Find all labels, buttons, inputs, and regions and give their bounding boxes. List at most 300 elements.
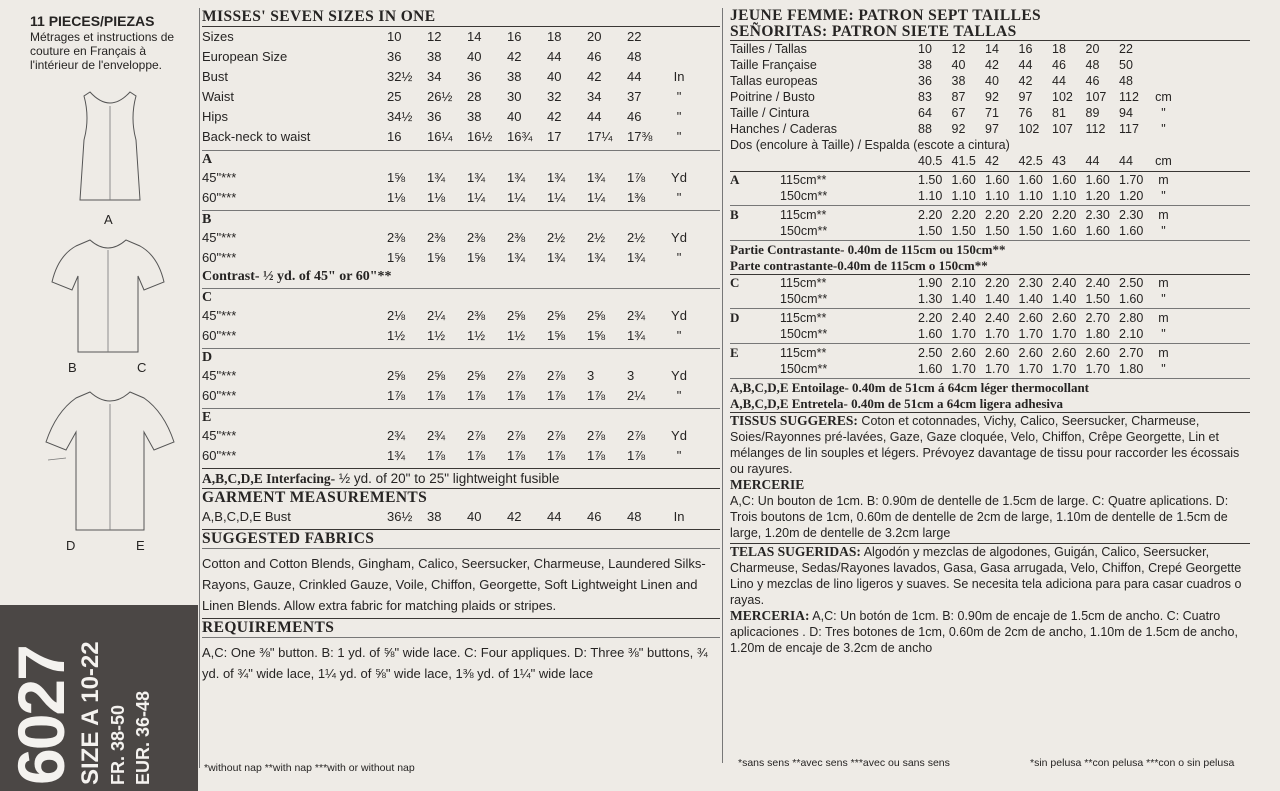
value-cell: 40	[547, 69, 562, 84]
value-cell: 38	[467, 109, 482, 124]
fabric-width: 115cm**	[780, 311, 827, 325]
value-cell: 42.5	[1018, 154, 1043, 168]
value-cell: 2⅝	[427, 368, 446, 383]
unit-cell	[1153, 41, 1175, 57]
value-cell: 30	[507, 89, 522, 104]
fr-title: JEUNE FEMME: PATRON SEPT TAILLES	[730, 7, 1042, 24]
unit-cell: Yd	[671, 230, 687, 245]
view-table	[202, 426, 691, 466]
row-label: Sizes	[202, 29, 234, 44]
value-cell: 1½	[427, 328, 446, 343]
fr-contrast: Partie Contrastante- 0.40m de 115cm ou 150cm**	[730, 242, 1006, 257]
table-row	[202, 507, 691, 527]
view-table	[202, 228, 691, 268]
value-cell: 48	[1085, 58, 1100, 72]
view-letter: B	[202, 212, 212, 227]
table-row	[202, 426, 691, 446]
unit-cell: m	[1158, 311, 1169, 325]
value-cell: 89	[1085, 106, 1100, 120]
value-cell: 2¾	[427, 428, 446, 443]
value-cell: 1.80	[1119, 362, 1144, 376]
unit-cell: "	[1161, 362, 1166, 376]
es-footnote: *sin pelusa **con pelusa ***con o sin pelusa	[1030, 757, 1235, 769]
value-cell: 44	[627, 69, 642, 84]
value-cell: 1.10	[1018, 189, 1043, 203]
value-cell: 22	[627, 29, 642, 44]
row-label: Waist	[202, 89, 235, 104]
value-cell: 36	[467, 69, 482, 84]
value-cell: 1.70	[951, 362, 976, 376]
value-cell: 1.70	[951, 327, 976, 341]
value-cell: 2.60	[1052, 346, 1077, 360]
value-cell: 42	[985, 154, 999, 168]
value-cell: 1¾	[547, 170, 566, 185]
value-cell: 42	[507, 49, 522, 64]
table-row	[202, 127, 691, 147]
value-cell: 2⅝	[547, 308, 566, 323]
value-cell: 44	[1018, 58, 1033, 72]
table-row	[730, 73, 1175, 89]
value-cell: 117	[1119, 122, 1139, 136]
value-cell: 1¾	[387, 448, 406, 463]
unit-cell	[1153, 57, 1175, 73]
value-cell: 2.60	[985, 346, 1010, 360]
view-letter: C	[730, 275, 740, 290]
value-cell: 1⅜	[627, 190, 646, 205]
value-cell: 36	[387, 49, 402, 64]
value-cell: 2⅜	[467, 308, 486, 323]
row-label: 45"***	[202, 428, 237, 443]
unit-cell: cm	[1155, 90, 1172, 104]
value-cell: 107	[1052, 122, 1073, 136]
value-cell: 2⅞	[587, 428, 606, 443]
fabric-width: 150cm**	[780, 362, 828, 376]
en-footnote: *without nap **with nap ***with or without nap	[204, 762, 415, 774]
view-a-label: A	[104, 212, 113, 227]
value-cell: 2.20	[985, 276, 1010, 290]
unit-cell: In	[673, 69, 685, 84]
value-cell: 67	[951, 106, 966, 120]
value-cell: 76	[1018, 106, 1033, 120]
view-letter	[730, 361, 780, 377]
pattern-badge	[0, 605, 198, 791]
value-cell: 12	[951, 42, 966, 56]
unit-cell: "	[676, 89, 682, 104]
value-cell: 1.70	[1052, 362, 1077, 376]
value-cell: 38	[507, 69, 522, 84]
view-table	[730, 275, 1175, 307]
value-cell: 40	[467, 49, 482, 64]
value-cell: 40	[507, 109, 522, 124]
unit-cell: "	[676, 190, 682, 205]
row-label: Poitrine / Busto	[730, 90, 815, 104]
value-cell: 14	[467, 29, 482, 44]
value-cell: 1.20	[1119, 189, 1144, 203]
value-cell: 2¾	[387, 428, 406, 443]
value-cell: 36	[427, 109, 442, 124]
unit-cell: "	[1161, 292, 1166, 306]
unit-cell: Yd	[671, 368, 687, 383]
value-cell: 25	[387, 89, 402, 104]
view-letter: A	[202, 152, 213, 167]
value-cell: 81	[1052, 106, 1066, 120]
view-e-label: E	[136, 538, 145, 553]
value-cell: 2⅜	[467, 230, 486, 245]
value-cell: 16¼	[427, 129, 453, 144]
table-row	[730, 207, 1175, 223]
fr-yardage-cde	[730, 275, 1250, 379]
row-label: 60"***	[202, 250, 237, 265]
value-cell: 1⅝	[587, 328, 606, 343]
value-cell: 46	[587, 49, 602, 64]
value-cell: 83	[918, 90, 932, 104]
pattern-number: 6027	[4, 646, 78, 785]
unit-cell: "	[676, 250, 682, 265]
value-cell: 2.20	[1052, 208, 1077, 222]
value-cell: 1.40	[1018, 292, 1043, 306]
value-cell: 40.5	[918, 154, 943, 168]
value-cell: 32½	[387, 69, 413, 84]
view-table	[730, 172, 1175, 204]
value-cell: 2.70	[1119, 346, 1144, 360]
value-cell: 38	[951, 74, 966, 88]
value-cell: 1¾	[507, 250, 526, 265]
table-row	[202, 326, 691, 346]
unit-cell	[667, 27, 691, 47]
value-cell: 1⅞	[427, 448, 446, 463]
value-cell: 2⅞	[507, 428, 526, 443]
fabric-width: 150cm**	[780, 224, 828, 238]
value-cell: 1⅞	[427, 388, 446, 403]
value-cell: 2⅝	[387, 368, 406, 383]
value-cell: 17⅜	[627, 129, 653, 144]
unit-cell: In	[673, 509, 685, 524]
view-letter: B	[730, 207, 739, 222]
value-cell: 1.10	[985, 189, 1010, 203]
value-cell: 107	[1085, 90, 1107, 104]
value-cell: 44	[587, 109, 602, 124]
value-cell: 1⅛	[387, 190, 406, 205]
value-cell: 2.30	[1018, 276, 1043, 290]
value-cell: 50	[1119, 58, 1133, 72]
contrast-note: Contrast- ½ yd. of 45" or 60"**	[202, 269, 392, 284]
unit-cell: "	[1161, 106, 1166, 120]
value-cell: 1⅝	[467, 250, 486, 265]
fr-yardage-ab	[730, 172, 1250, 241]
table-row	[202, 168, 691, 188]
value-cell: 46	[1052, 58, 1066, 72]
value-cell: 112	[1085, 122, 1106, 136]
value-cell: 1.60	[1119, 292, 1144, 306]
size-range: SIZE A 10-22	[77, 641, 104, 785]
view-c-label: C	[137, 360, 147, 375]
table-row	[202, 107, 691, 127]
value-cell: 34	[427, 69, 442, 84]
value-cell: 1¼	[587, 190, 606, 205]
view-d-label: D	[66, 538, 76, 553]
value-cell: 2.40	[1085, 276, 1110, 290]
table-row	[730, 188, 1175, 204]
value-cell: 48	[1119, 74, 1133, 88]
value-cell: 1⅝	[387, 250, 406, 265]
fabrics-title: SUGGESTED FABRICS	[202, 530, 375, 547]
unit-cell: "	[676, 388, 682, 403]
en-yardage	[202, 151, 720, 466]
dos-label: Dos (encolure à Taille) / Espalda (escote a cintura)	[730, 138, 1010, 152]
value-cell: 1.60	[985, 173, 1010, 187]
view-letter: D	[730, 310, 740, 325]
unit-cell: "	[1161, 189, 1166, 203]
row-label: Bust	[202, 69, 229, 84]
fabric-width: 115cm**	[780, 208, 827, 222]
view-table	[202, 366, 691, 406]
value-cell: 1.90	[918, 276, 943, 290]
value-cell: 2⅞	[507, 368, 526, 383]
unit-cell: "	[676, 448, 682, 463]
en-title: MISSES' SEVEN SIZES IN ONE	[202, 8, 436, 25]
unit-cell: "	[1161, 122, 1166, 136]
row-label: A,B,C,D,E Bust	[202, 509, 291, 524]
french-spanish-column	[730, 8, 1250, 656]
unit-cell	[1153, 73, 1175, 89]
table-row	[730, 310, 1175, 326]
table-row	[202, 27, 691, 47]
value-cell: 2⅝	[587, 308, 606, 323]
value-cell: 1.10	[951, 189, 976, 203]
value-cell: 2⅞	[547, 428, 566, 443]
fabrics-text: Cotton and Cotton Blends, Gingham, Calico, Seersucker, Charmeuse, Laundered Silks-Rayons, Gauze, Crinkled Gauze, Voile, Chiffon, Georgette, Soft Lightweight Linen and Linen Blends. Allow extra fabric for matching plaids or stripes.	[202, 556, 706, 613]
value-cell: 2.70	[1085, 311, 1110, 325]
fr-entoilage: A,B,C,D,E Entoilage- 0.40m de 51cm á 64cm léger thermocollant	[730, 380, 1090, 395]
value-cell: 34½	[387, 109, 413, 124]
value-cell: 1.70	[1018, 327, 1043, 341]
value-cell: 1.60	[1085, 173, 1110, 187]
value-cell: 1.50	[1085, 292, 1110, 306]
table-row	[202, 306, 691, 326]
value-cell: 1.30	[918, 292, 943, 306]
value-cell: 1.40	[985, 292, 1010, 306]
unit-cell: Yd	[671, 428, 687, 443]
fabric-width: 115cm**	[780, 346, 827, 360]
table-row	[730, 291, 1175, 307]
value-cell: 18	[1052, 42, 1066, 56]
value-cell: 71	[985, 106, 999, 120]
value-cell: 2⅝	[467, 368, 486, 383]
view-letter	[730, 326, 780, 342]
table-row	[730, 326, 1175, 342]
value-cell: 17	[547, 129, 562, 144]
row-label: 45"***	[202, 368, 237, 383]
value-cell: 2¼	[627, 388, 646, 403]
value-cell: 97	[1018, 90, 1033, 104]
value-cell: 2.60	[1052, 311, 1077, 325]
value-cell: 38	[427, 49, 442, 64]
value-cell: 28	[467, 89, 482, 104]
tissus-block: TISSUS SUGGERES: Coton et cotonnades, Vichy, Calico, Seersucker, Charmeuse, Soies/Rayonnes pré-lavées, Gaze, Gaze cloquée, Velo, Chiffon, Crêpe Georgette, Lin et mélanges de lin souples et légers. Prévoyez davantage de tissu pour raccorder les écossais ou rayures.	[730, 413, 1240, 476]
value-cell: 2½	[547, 230, 566, 245]
value-cell: 2¾	[627, 308, 646, 323]
row-label: Taille Française	[730, 58, 817, 72]
view-table	[730, 207, 1175, 239]
value-cell: 42	[985, 58, 999, 72]
value-cell: 2.60	[1018, 311, 1043, 325]
view-letter	[730, 223, 780, 239]
table-row	[730, 41, 1175, 57]
value-cell: 42	[1018, 74, 1033, 88]
value-cell: 2.40	[1052, 276, 1077, 290]
row-label: 45"***	[202, 308, 237, 323]
unit-cell: Yd	[671, 308, 687, 323]
value-cell: 46	[587, 509, 602, 524]
value-cell: 2½	[587, 230, 606, 245]
value-cell: 2.30	[1119, 208, 1144, 222]
value-cell: 1⅞	[547, 388, 566, 403]
value-cell: 1⅝	[427, 250, 446, 265]
value-cell: 2.20	[985, 208, 1010, 222]
value-cell: 2.50	[1119, 276, 1144, 290]
sidebar	[0, 0, 198, 791]
value-cell: 1.10	[1052, 189, 1077, 203]
view-bc-sketch	[48, 236, 168, 358]
value-cell: 1.40	[951, 292, 976, 306]
requirements-text: A,C: One ⅜" button. B: 1 yd. of ⅝" wide lace. C: Four appliques. D: Three ⅜" buttons, ¾ yd. of ¾" wide lace, 1¼ yd. of ⅝" wide lace, 1⅜ yd. of 1¼" wide lace	[202, 645, 708, 681]
unit-cell: cm	[1155, 154, 1172, 168]
table-row	[202, 446, 691, 466]
value-cell: 41.5	[951, 154, 976, 168]
value-cell: 44	[1085, 154, 1100, 168]
row-label: European Size	[202, 49, 288, 64]
telas-block: TELAS SUGERIDAS: Algodón y mezclas de algodones, Guigán, Calico, Seersucker, Charmeuse, Sedas/Rayones lavados, Gasa, Gasa arrugada, Velo, Chiffon, Crepé Georgette Lino y mezclas de lino ligeros y suaves. Se necesita tela adiciona para para casar cuadros o rayas.	[730, 544, 1242, 607]
fabric-width: 115cm**	[780, 173, 827, 187]
value-cell: 1¾	[427, 170, 446, 185]
table-row	[202, 228, 691, 248]
fr-footnote: *sans sens **avec sens ***avec ou sans sens	[738, 757, 950, 769]
value-cell: 48	[627, 49, 642, 64]
en-interfacing: A,B,C,D,E Interfacing- ½ yd. of 20" to 25" lightweight fusible	[202, 471, 560, 486]
value-cell: 10	[387, 29, 402, 44]
value-cell: 1⅞	[507, 388, 526, 403]
value-cell: 16¾	[507, 129, 533, 144]
value-cell: 38	[427, 509, 442, 524]
unit-cell: "	[676, 109, 682, 124]
fr-size-range: FR. 38-50	[108, 704, 128, 785]
unit-cell: "	[1161, 224, 1166, 238]
unit-cell: "	[676, 129, 682, 144]
value-cell: 1½	[507, 328, 526, 343]
value-cell: 1½	[387, 328, 406, 343]
value-cell: 34	[587, 89, 602, 104]
value-cell: 2⅜	[427, 230, 446, 245]
value-cell: 2¼	[427, 308, 446, 323]
value-cell: 17¼	[587, 129, 613, 144]
value-cell: 97	[985, 122, 999, 136]
table-row	[202, 67, 691, 87]
value-cell: 1¾	[507, 170, 526, 185]
value-cell: 2.10	[951, 276, 976, 290]
value-cell: 92	[951, 122, 966, 136]
value-cell: 46	[1085, 74, 1100, 88]
view-letter: D	[202, 350, 213, 365]
value-cell: 44	[1052, 74, 1066, 88]
value-cell: 1⅞	[467, 448, 486, 463]
view-table	[730, 310, 1175, 342]
row-label: 60"***	[202, 190, 237, 205]
view-letter: A	[730, 172, 740, 187]
value-cell: 102	[1052, 90, 1073, 104]
value-cell: 2.20	[1018, 208, 1043, 222]
value-cell: 1.60	[918, 362, 943, 376]
value-cell: 1.20	[1085, 189, 1110, 203]
value-cell: 1.70	[1018, 362, 1043, 376]
merceria-block: MERCERIA: A,C: Un botón de 1cm. B: 0.90m de encaje de 1.5cm de ancho. C: Cuatro aplicaciones . D: Tres botones de 1cm, 0.60m de 2cm de ancho, 1.10m de 1.5cm de ancho, 1.20m de encaje de 3.2cm de ancho	[730, 608, 1238, 655]
value-cell: 26½	[427, 89, 453, 104]
value-cell: 1⅞	[587, 448, 606, 463]
requirements-title: REQUIREMENTS	[202, 619, 335, 636]
value-cell: 16	[1018, 42, 1033, 56]
value-cell: 88	[918, 122, 932, 136]
value-cell: 2.20	[951, 208, 976, 222]
mercerie-title: MERCERIE	[730, 477, 805, 492]
view-letter: C	[202, 290, 213, 305]
value-cell: 2.20	[918, 208, 943, 222]
value-cell: 22	[1119, 42, 1133, 56]
value-cell: 102	[1018, 122, 1040, 136]
fabric-width: 115cm**	[780, 276, 827, 290]
value-cell: 2⅜	[507, 230, 526, 245]
value-cell: 3	[587, 368, 595, 383]
value-cell: 48	[627, 509, 642, 524]
value-cell: 2⅞	[467, 428, 486, 443]
view-letter	[730, 188, 780, 204]
value-cell: 2.80	[1119, 311, 1144, 325]
table-row	[730, 89, 1175, 105]
spacer	[730, 153, 918, 169]
value-cell: 1¾	[547, 250, 566, 265]
unit-cell: "	[676, 328, 682, 343]
value-cell: 1½	[467, 328, 486, 343]
value-cell: 1¾	[587, 250, 606, 265]
view-table	[730, 345, 1175, 377]
eur-size-range: EUR. 36-48	[133, 690, 153, 785]
value-cell: 36	[918, 74, 932, 88]
table-row	[730, 361, 1175, 377]
es-entretela: A,B,C,D,E Entretela- 0.40m de 51cm a 64cm ligera adhesiva	[730, 396, 1064, 411]
unit-cell: m	[1158, 208, 1169, 222]
value-cell: 40	[467, 509, 482, 524]
value-cell: 2.50	[918, 346, 943, 360]
value-cell: 1¼	[507, 190, 526, 205]
value-cell: 14	[985, 42, 999, 56]
row-label: 45"***	[202, 170, 237, 185]
value-cell: 1¾	[627, 250, 646, 265]
value-cell: 2.40	[985, 311, 1010, 325]
value-cell: 1⅞	[627, 170, 646, 185]
value-cell: 1.70	[985, 327, 1010, 341]
pieces-title: 11 PIECES/PIEZAS	[30, 13, 155, 29]
value-cell: 1⅞	[587, 388, 606, 403]
english-column	[202, 8, 720, 684]
value-cell: 2.10	[1119, 327, 1144, 341]
table-row	[202, 188, 691, 208]
value-cell: 18	[547, 29, 562, 44]
view-letter: E	[730, 345, 739, 360]
unit-cell	[667, 47, 691, 67]
fr-size-table	[730, 41, 1175, 137]
value-cell: 1.60	[1119, 224, 1144, 238]
unit-cell: Yd	[671, 170, 687, 185]
table-row	[202, 87, 691, 107]
table-row	[730, 275, 1175, 291]
